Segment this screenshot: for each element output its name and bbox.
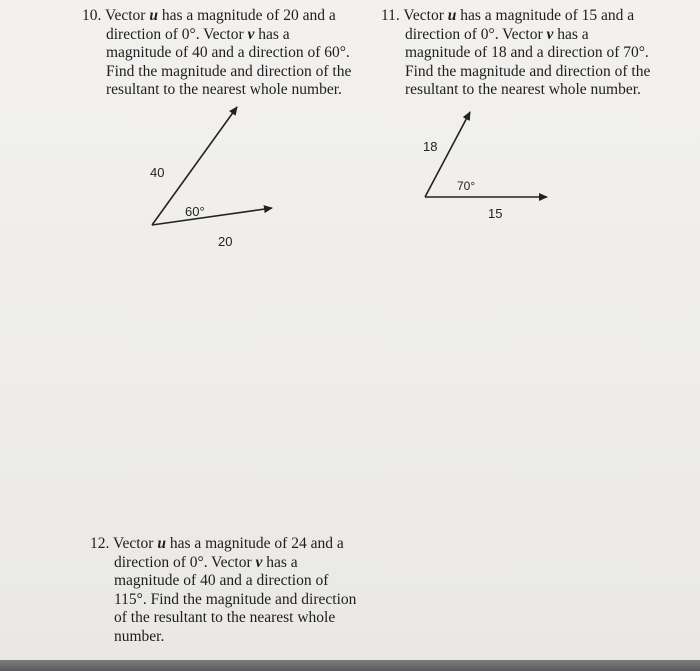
problem-11-line-2: direction of 0°. Vector v has a [405, 25, 589, 43]
problem-10-vector-figure [140, 95, 290, 255]
side-label-18: 18 [423, 139, 438, 154]
angle-label-60: 60° [185, 204, 205, 219]
problem-10-line-4: Find the magnitude and direction of the [106, 62, 352, 80]
problem-10-line-2: direction of 0°. Vector v has a [106, 25, 290, 43]
problem-11-number: 11. [381, 7, 400, 24]
angle-label-70: 70° [457, 179, 476, 193]
problem-12-line-5: of the resultant to the nearest whole [114, 609, 336, 627]
problem-10-line-5: resultant to the nearest whole number. [106, 81, 342, 99]
problem-11-line-1: 11. Vector u has a magnitude of 15 and a [381, 7, 635, 24]
problem-11-line-4: Find the magnitude and direction of the [405, 62, 651, 80]
problem-10 [82, 7, 351, 100]
problem-11-line-5: resultant to the nearest whole number. [405, 81, 641, 99]
problem-10-line-1: 10. Vector u has a magnitude of 20 and a [82, 7, 336, 24]
problem-12-line-4: 115°. Find the magnitude and direction [114, 590, 357, 608]
side-label-40: 40 [150, 165, 165, 180]
vector-u-arrow [152, 208, 272, 225]
problem-10-number: 10. [82, 7, 102, 24]
problem-12-line-3: magnitude of 40 and a direction of [114, 572, 329, 590]
bottom-edge-shadow [0, 660, 700, 671]
base-label-15: 15 [488, 206, 503, 221]
problem-12-number: 12. [90, 535, 110, 552]
problem-12 [90, 535, 356, 647]
problem-11-line-3: magnitude of 18 and a direction of 70°. [405, 44, 649, 62]
problem-11 [381, 7, 650, 100]
problem-11-vector-figure [412, 100, 562, 230]
problem-12-line-1: 12. Vector u has a magnitude of 24 and a [90, 535, 344, 552]
problem-12-line-2: direction of 0°. Vector v has a [114, 553, 298, 571]
base-label-20: 20 [218, 234, 233, 249]
problem-12-line-6: number. [114, 627, 165, 645]
problem-10-line-3: magnitude of 40 and a direction of 60°. [106, 44, 350, 62]
